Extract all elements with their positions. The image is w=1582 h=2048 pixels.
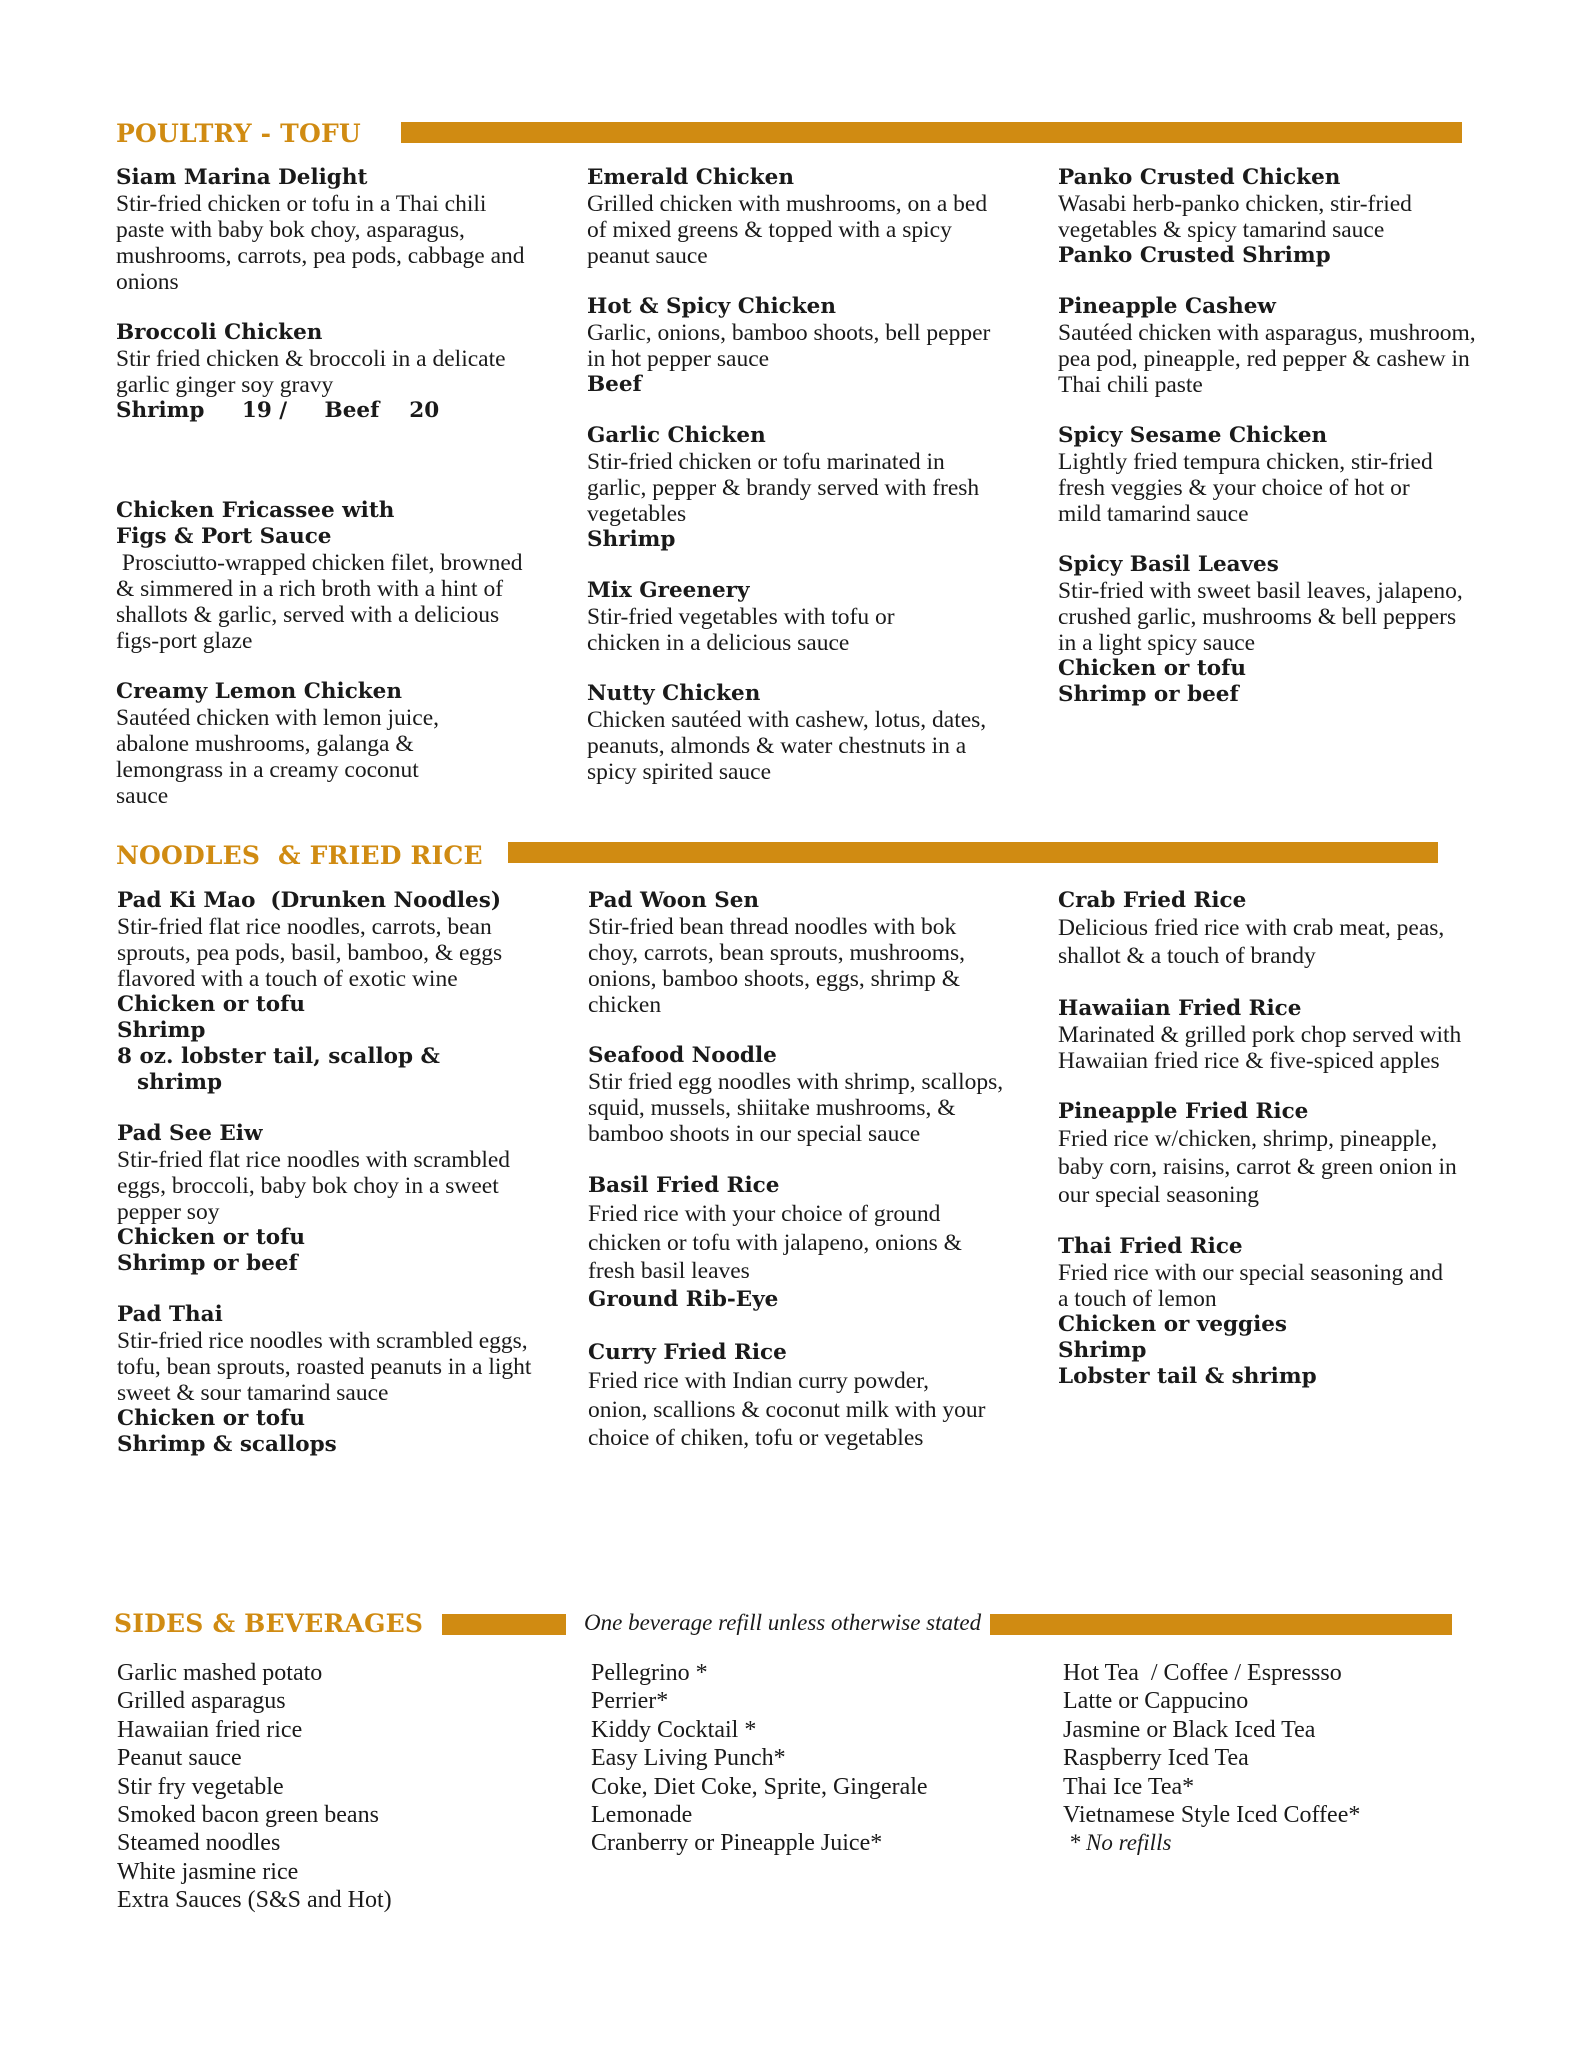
- beverage-refill-note: One beverage refill unless otherwise stated: [584, 1610, 982, 1635]
- item-option: Chicken or tofu: [117, 1406, 305, 1431]
- item-description: Wasabi herb-panko chicken, stir-fried vegetables & spicy tamarind sauce: [1058, 191, 1412, 243]
- item-description: Sautéed chicken with asparagus, mushroom, pea pod, pineapple, red pepper & cashew in Thai chili paste: [1058, 320, 1476, 398]
- item-option: Shrimp: [587, 527, 676, 552]
- item-name: Crab Fried Rice: [1058, 888, 1247, 913]
- noodles-column-3: [1058, 888, 1478, 1415]
- item-option: Chicken or veggies: [1058, 1311, 1288, 1337]
- item-name: Pineapple Cashew: [1058, 294, 1276, 319]
- section-bar-noodles: [508, 842, 1438, 863]
- list-item: Perrier*: [591, 1688, 669, 1715]
- item-option: Shrimp or beef: [117, 1251, 298, 1276]
- section-header-sides: [114, 1606, 423, 1640]
- menu-item: [588, 1043, 1008, 1147]
- item-option: 8 oz. lobster tail, scallop &: [117, 1044, 440, 1069]
- item-description: Stir-fried bean thread noodles with bok choy, carrots, bean sprouts, mushrooms, onions, bamboo shoots, eggs, shrimp & chicken: [588, 914, 966, 1018]
- item-description: Fried rice with our special seasoning and a touch of lemon: [1058, 1259, 1444, 1312]
- list-item: Thai Ice Tea*: [1063, 1773, 1195, 1800]
- item-description: Stir-fried chicken or tofu in a Thai chili paste with baby bok choy, asparagus, mushrooms, carrots, pea pods, cabbage and onions: [116, 191, 525, 295]
- section-title-poultry: POULTRY - TOFU: [116, 118, 361, 148]
- section-header-noodles: [116, 838, 483, 872]
- item-name: Spicy Sesame Chicken: [1058, 423, 1328, 448]
- menu-item: [587, 294, 992, 398]
- list-item: Cranberry or Pineapple Juice*: [591, 1830, 883, 1857]
- list-item: Stir fry vegetable: [117, 1773, 284, 1800]
- menu-item: [588, 1172, 1008, 1314]
- menu-item: [1058, 165, 1478, 269]
- item-name: Spicy Basil Leaves: [1058, 552, 1279, 577]
- menu-item: [1058, 996, 1478, 1074]
- item-name: Chicken Fricassee with Figs & Port Sauce: [116, 498, 395, 549]
- item-name: Pad Ki Mao (Drunken Noodles): [117, 888, 502, 913]
- section-title-sides: SIDES & BEVERAGES: [114, 1608, 424, 1638]
- noodles-column-1: [117, 888, 537, 1483]
- list-item: Peanut sauce: [117, 1745, 242, 1772]
- section-title-noodles: NOODLES & FRIED RICE: [116, 840, 483, 870]
- item-option: Chicken or tofu: [117, 992, 305, 1017]
- list-item: Garlic mashed potato: [117, 1660, 323, 1686]
- menu-item: [1058, 1099, 1478, 1209]
- list-item: White jasmine rice: [117, 1858, 299, 1885]
- menu-item: [587, 681, 992, 785]
- item-name: Curry Fried Rice: [588, 1340, 787, 1366]
- item-description: Stir fried egg noodles with shrimp, scallops, squid, mussels, shiitake mushrooms, & bamboo shoots in our special sauce: [588, 1069, 1004, 1147]
- item-name: Creamy Lemon Chicken: [116, 679, 402, 704]
- list-item: Kiddy Cocktail *: [591, 1716, 757, 1743]
- section-bar-sides-1: [442, 1614, 566, 1635]
- item-description: Stir-fried flat rice noodles, carrots, bean sprouts, pea pods, basil, bamboo, & eggs flavored with a touch of exotic wine: [117, 914, 503, 992]
- item-description: Fried rice with Indian curry powder, onion, scallions & coconut milk with your choice of chiken, tofu or vegetables: [588, 1368, 986, 1452]
- poultry-column-3: [1058, 165, 1478, 733]
- item-option: Chicken or tofu: [1058, 656, 1246, 681]
- poultry-column-2: [587, 165, 992, 810]
- section-bar-sides-2: [990, 1614, 1452, 1635]
- beverages-column-1: [591, 1659, 1011, 1858]
- list-item: Steamed noodles: [117, 1830, 281, 1857]
- item-option: Shrimp: [117, 1018, 206, 1043]
- menu-item: [587, 165, 992, 269]
- list-item: Vietnamese Style Iced Coffee*: [1063, 1802, 1361, 1829]
- item-name: Thai Fried Rice: [1058, 1233, 1243, 1259]
- item-description: Stir-fried rice noodles with scrambled eggs, tofu, bean sprouts, roasted peanuts in a light sweet & sour tamarind sauce: [117, 1328, 532, 1406]
- item-name: Pad See Eiw: [117, 1121, 263, 1146]
- item-description: Grilled chicken with mushrooms, on a bed of mixed greens & topped with a spicy peanut sauce: [587, 191, 988, 269]
- list-item: Hawaiian fried rice: [117, 1716, 303, 1743]
- list-item: Easy Living Punch*: [591, 1745, 786, 1772]
- menu-item: [1058, 294, 1478, 398]
- item-option: Shrimp: [1058, 1337, 1147, 1363]
- list-item: Grilled asparagus: [117, 1688, 286, 1715]
- item-description: Chicken sautéed with cashew, lotus, dates, peanuts, almonds & water chestnuts in a spicy spirited sauce: [587, 707, 987, 785]
- sides-column-1: [117, 1659, 537, 1915]
- item-description: Garlic, onions, bamboo shoots, bell pepper in hot pepper sauce: [587, 320, 991, 372]
- list-item: Latte or Cappucino: [1063, 1688, 1249, 1715]
- noodles-column-2: [588, 888, 1008, 1478]
- menu-item: [587, 578, 992, 656]
- item-description: Prosciutto-wrapped chicken filet, browned & simmered in a rich broth with a hint of shallots & garlic, served with a delicious figs-port glaze: [116, 550, 529, 654]
- item-description: Delicious fried rice with crab meat, peas, shallot & a touch of brandy: [1058, 915, 1445, 970]
- list-item: Smoked bacon green beans: [117, 1802, 379, 1829]
- item-description: Lightly fried tempura chicken, stir-fried fresh veggies & your choice of hot or mild tamarind sauce: [1058, 449, 1433, 527]
- menu-item: [117, 888, 537, 1096]
- list-item: Raspberry Iced Tea: [1063, 1745, 1249, 1772]
- item-option: Beef: [587, 372, 642, 397]
- menu-item: [117, 1121, 537, 1277]
- menu-item: [1058, 423, 1478, 527]
- item-name: Nutty Chicken: [587, 681, 761, 706]
- item-name: Basil Fried Rice: [588, 1173, 780, 1198]
- item-option: Lobster tail & shrimp: [1058, 1363, 1317, 1389]
- item-description: Fried rice w/chicken, shrimp, pineapple, baby corn, raisins, carrot & green onion in our special seasoning: [1058, 1125, 1457, 1208]
- menu-item: [116, 498, 536, 654]
- item-option: Chicken or tofu: [117, 1225, 305, 1250]
- item-price-line: Shrimp 19 / Beef 20: [116, 398, 440, 423]
- item-description: Stir-fried vegetables with tofu or chicken in a delicious sauce: [587, 604, 895, 656]
- item-name: Mix Greenery: [587, 578, 750, 603]
- list-item: Pellegrino *: [591, 1660, 708, 1686]
- item-description: Sautéed chicken with lemon juice, abalone mushrooms, galanga & lemongrass in a creamy coconut sauce: [116, 705, 440, 809]
- item-option: shrimp: [137, 1070, 223, 1095]
- menu-item: [587, 423, 992, 553]
- item-name: Siam Marina Delight: [116, 165, 368, 190]
- no-refills-note: * No refills: [1063, 1830, 1172, 1856]
- list-item: Jasmine or Black Iced Tea: [1063, 1716, 1316, 1743]
- section-bar-poultry: [401, 122, 1462, 143]
- menu-item: [117, 1302, 537, 1458]
- item-name: Garlic Chicken: [587, 423, 766, 448]
- item-description: Marinated & grilled pork chop served with Hawaiian fried rice & five-spiced apples: [1058, 1021, 1462, 1074]
- item-name: Hot & Spicy Chicken: [587, 294, 836, 319]
- menu-item: [116, 165, 536, 295]
- menu-item: [588, 888, 1008, 1018]
- item-description: Stir-fried with sweet basil leaves, jalapeno, crushed garlic, mushrooms & bell peppers in a light spicy sauce: [1058, 578, 1463, 656]
- menu-item: [1058, 552, 1478, 708]
- menu-item: [116, 320, 536, 424]
- menu-item: [116, 679, 536, 809]
- list-item: Hot Tea / Coffee / Espressso: [1063, 1660, 1342, 1686]
- poultry-column-1: [116, 165, 536, 834]
- list-item: Coke, Diet Coke, Sprite, Gingerale: [591, 1773, 928, 1800]
- section-header-poultry: [116, 116, 361, 150]
- item-name: Pad Thai: [117, 1302, 223, 1327]
- list-item: Extra Sauces (S&S and Hot): [117, 1887, 392, 1914]
- item-option: Ground Rib-Eye: [588, 1286, 779, 1312]
- item-description: Stir-fried chicken or tofu marinated in garlic, pepper & brandy served with fresh vegetables: [587, 449, 980, 527]
- item-option: Shrimp & scallops: [117, 1432, 337, 1457]
- list-item: Lemonade: [591, 1802, 693, 1829]
- beverages-column-2: [1063, 1659, 1483, 1858]
- menu-item: [588, 1339, 1008, 1453]
- item-name: Seafood Noodle: [588, 1043, 777, 1068]
- menu-item: [1058, 1234, 1478, 1390]
- item-description: Stir-fried flat rice noodles with scrambled eggs, broccoli, baby bok choy in a sweet pepper soy: [117, 1147, 511, 1225]
- item-option: Panko Crusted Shrimp: [1058, 243, 1331, 268]
- item-name: Pineapple Fried Rice: [1058, 1098, 1309, 1124]
- item-description: Stir fried chicken & broccoli in a delicate garlic ginger soy gravy: [116, 346, 506, 398]
- item-option: Shrimp or beef: [1058, 682, 1239, 707]
- item-name: Hawaiian Fried Rice: [1058, 995, 1302, 1021]
- item-description: Fried rice with your choice of ground chicken or tofu with jalapeno, onions & fresh basil leaves: [588, 1201, 962, 1285]
- item-name: Emerald Chicken: [587, 165, 794, 190]
- item-name: Pad Woon Sen: [588, 888, 760, 913]
- menu-item: [1058, 888, 1478, 971]
- item-name: Broccoli Chicken: [116, 320, 323, 345]
- item-name: Panko Crusted Chicken: [1058, 165, 1341, 190]
